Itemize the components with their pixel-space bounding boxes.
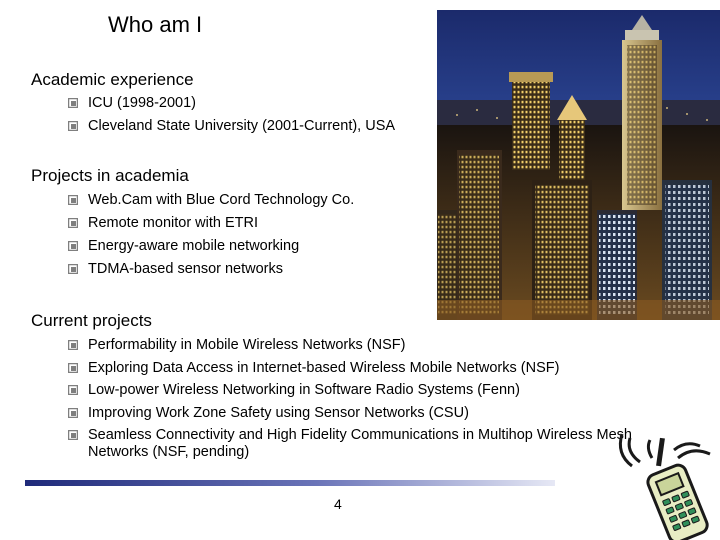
projects-list bbox=[68, 189, 354, 281]
list-item-text: Web.Cam with Blue Cord Technology Co. bbox=[88, 192, 355, 208]
section-heading-current: Current projects bbox=[31, 311, 152, 330]
list-item-text: Performability in Mobile Wireless Networks (NSF) bbox=[88, 337, 406, 353]
list-item bbox=[68, 379, 678, 402]
current-projects-list bbox=[68, 334, 678, 461]
checkbox-bullet-icon bbox=[68, 385, 78, 395]
list-item bbox=[68, 115, 395, 138]
list-item bbox=[68, 189, 354, 212]
list-item-text: Remote monitor with ETRI bbox=[88, 215, 259, 231]
list-item bbox=[68, 92, 395, 115]
list-item-text: Seamless Connectivity and High Fidelity Communications in Multihop Wireless Mesh Networks (NSF, pending) bbox=[88, 427, 632, 460]
list-item bbox=[68, 334, 678, 357]
checkbox-bullet-icon bbox=[68, 195, 78, 205]
list-item bbox=[68, 235, 354, 258]
checkbox-bullet-icon bbox=[68, 241, 78, 251]
checkbox-bullet-icon bbox=[68, 408, 78, 418]
checkbox-bullet-icon bbox=[68, 363, 78, 373]
checkbox-bullet-icon bbox=[68, 98, 78, 108]
checkbox-bullet-icon bbox=[68, 264, 78, 274]
list-item bbox=[68, 212, 354, 235]
list-item bbox=[68, 258, 354, 281]
checkbox-bullet-icon bbox=[68, 121, 78, 131]
section-heading-projects: Projects in academia bbox=[31, 166, 189, 185]
cellphone-clipart-icon bbox=[612, 432, 720, 540]
city-skyline-image bbox=[437, 10, 720, 320]
page-number: 4 bbox=[334, 496, 342, 512]
section-heading-academic: Academic experience bbox=[31, 70, 194, 89]
list-item bbox=[68, 357, 678, 380]
checkbox-bullet-icon bbox=[68, 218, 78, 228]
list-item-text: Energy-aware mobile networking bbox=[88, 238, 300, 254]
list-item-text: Exploring Data Access in Internet-based Wireless Mobile Networks (NSF) bbox=[88, 359, 560, 376]
list-item-text: ICU (1998-2001) bbox=[88, 95, 196, 111]
checkbox-bullet-icon bbox=[68, 340, 78, 350]
footer-divider bbox=[25, 480, 555, 486]
city-skyline-photo bbox=[437, 10, 720, 320]
list-item-text: Improving Work Zone Safety using Sensor Networks (CSU) bbox=[88, 404, 469, 421]
list-item bbox=[68, 424, 678, 461]
list-item-text: TDMA-based sensor networks bbox=[88, 261, 284, 277]
academic-list bbox=[68, 92, 395, 138]
list-item-text: Cleveland State University (2001-Current), USA bbox=[88, 118, 396, 134]
list-item-text: Low-power Wireless Networking in Software Radio Systems (Fenn) bbox=[88, 382, 520, 398]
checkbox-bullet-icon bbox=[68, 430, 78, 440]
slide-title: Who am I bbox=[108, 12, 203, 37]
list-item bbox=[68, 402, 678, 425]
